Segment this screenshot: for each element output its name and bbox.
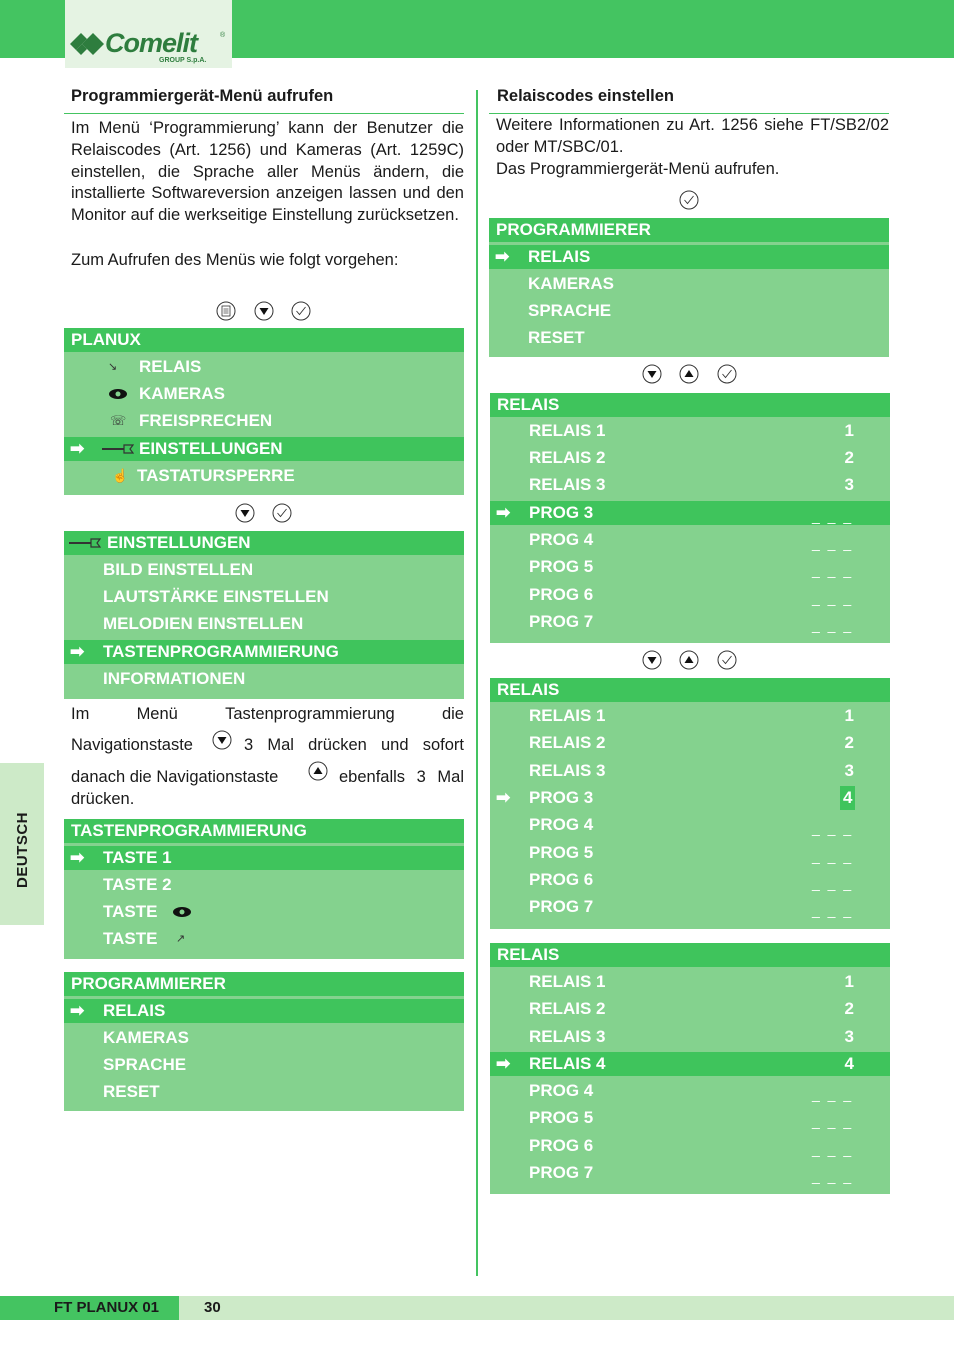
comelit-logo-icon xyxy=(70,33,104,55)
check-button-icon xyxy=(679,190,699,210)
menu-item-prog-6[interactable]: PROG 6 _ _ _ xyxy=(529,585,854,606)
language-label: DEUTSCH xyxy=(14,811,31,888)
selection-arrow-icon: ➡ xyxy=(496,1054,511,1073)
menu-item-prog-7[interactable]: PROG 7 _ _ _ xyxy=(529,897,854,918)
left-heading-rule xyxy=(64,113,464,114)
wrench-icon xyxy=(102,444,134,454)
mid-line-3b: ebenfalls 3 Mal xyxy=(339,768,464,786)
hand-pointer-icon: ☝ xyxy=(112,468,129,483)
menu-header: RELAIS xyxy=(490,943,890,967)
menu-item-relais-2[interactable]: RELAIS 2 2 xyxy=(529,448,854,467)
menu-item-prog-4[interactable]: PROG 4 _ _ _ xyxy=(529,815,854,836)
menu-item-relais-3[interactable]: RELAIS 3 3 xyxy=(529,475,854,494)
selection-arrow-icon: ➡ xyxy=(70,848,85,867)
selection-arrow-icon: ➡ xyxy=(496,788,511,807)
relais-menu-3 xyxy=(490,943,890,1194)
up-button-icon xyxy=(679,364,699,384)
left-intro2: Zum Aufrufen des Menüs wie folgt vorgehen: xyxy=(71,251,399,269)
menu-header: PROGRAMMIERER xyxy=(64,972,464,996)
menu-item-einstellungen[interactable]: ➡ EINSTELLUNGEN xyxy=(64,437,464,461)
selection-arrow-icon: ➡ xyxy=(70,642,85,661)
menu-item-kameras[interactable]: KAMERAS xyxy=(103,1028,189,1047)
wrench-icon xyxy=(69,538,101,548)
mid-line-4: drücken. xyxy=(71,790,135,808)
up-button-icon xyxy=(679,650,699,670)
menu-button-icon xyxy=(216,301,236,321)
down-button-icon xyxy=(642,650,662,670)
menu-item-reset[interactable]: RESET xyxy=(528,328,585,347)
brand-name: Comelit xyxy=(105,28,198,58)
programmierer-menu-right xyxy=(489,218,889,357)
programmierer-menu-left xyxy=(64,972,464,1111)
menu-item-relais-4[interactable]: ➡ RELAIS 4 4 xyxy=(490,1052,890,1076)
menu-item-prog-4[interactable]: PROG 4 _ _ _ xyxy=(529,530,854,551)
relay-icon: ↘ xyxy=(108,361,118,373)
right-intro: Weitere Informationen zu Art. 1256 siehe FT/SB2/02 oder MT/SBC/01. xyxy=(496,116,889,156)
selection-arrow-icon: ➡ xyxy=(70,1001,85,1020)
menu-item-relais-2[interactable]: RELAIS 2 2 xyxy=(529,733,854,752)
check-button-icon xyxy=(291,301,311,321)
planux-menu xyxy=(64,328,464,495)
camera-eye-icon xyxy=(172,906,192,918)
menu-item-relais[interactable]: ➡ RELAIS xyxy=(489,245,889,269)
menu-item-prog-5[interactable]: PROG 5 _ _ _ xyxy=(529,1108,854,1129)
left-intro: Im Menü ‘Programmierung’ kann der Benutzer die Relaiscodes (Art. 1256) und Kameras (Art. 1259C) einstellen, die Sprache aller Menüs ändern, die installierte Softwareversion anzeigen lassen und den Monitor auf die werkseitige Einstellung zurücksetzen. xyxy=(71,119,464,225)
camera-eye-icon xyxy=(108,388,128,400)
right-intro2: Das Programmiergerät-Menü aufrufen. xyxy=(496,160,780,178)
up-button-icon xyxy=(308,761,328,781)
mid-line-3a: danach die Navigationstaste xyxy=(71,768,279,786)
mid-line-2a: Navigationstaste xyxy=(71,736,193,754)
mid-line-2b: 3 Mal drücken und sofort xyxy=(244,736,464,754)
menu-item-relais-1[interactable]: RELAIS 1 1 xyxy=(529,972,854,991)
menu-item-taste-relay[interactable]: TASTE ↗ xyxy=(64,927,464,951)
menu-item-taste-camera[interactable]: TASTE xyxy=(64,900,464,924)
footer-doc-id: FT PLANUX 01 xyxy=(54,1299,160,1316)
menu-item-kameras[interactable]: KAMERAS xyxy=(528,274,614,293)
check-button-icon xyxy=(272,503,292,523)
menu-item-relais-1[interactable]: RELAIS 1 1 xyxy=(529,421,854,440)
menu-item-prog-5[interactable]: PROG 5 _ _ _ xyxy=(529,557,854,578)
menu-item-lautstaerke[interactable]: LAUTSTÄRKE EINSTELLEN xyxy=(103,587,329,606)
menu-item-prog-7[interactable]: PROG 7 _ _ _ xyxy=(529,612,854,633)
selection-arrow-icon: ➡ xyxy=(496,503,511,522)
left-heading: Programmiergerät-Menü aufrufen xyxy=(71,87,334,105)
menu-header: PLANUX xyxy=(64,328,464,352)
down-button-icon xyxy=(642,364,662,384)
menu-item-sprache[interactable]: SPRACHE xyxy=(103,1055,187,1074)
menu-item-kameras[interactable]: KAMERAS xyxy=(64,382,464,406)
menu-item-prog-5[interactable]: PROG 5 _ _ _ xyxy=(529,843,854,864)
footer-page-number: 30 xyxy=(204,1299,221,1316)
menu-item-bild[interactable]: BILD EINSTELLEN xyxy=(103,560,254,579)
relais-menu-1 xyxy=(490,393,890,643)
relay-icon: ↗ xyxy=(176,933,186,945)
check-button-icon xyxy=(717,364,737,384)
handsfree-icon: ☏ xyxy=(110,413,127,428)
down-button-icon xyxy=(254,301,274,321)
menu-header: EINSTELLUNGEN xyxy=(64,531,464,555)
check-button-icon xyxy=(717,650,737,670)
menu-item-reset[interactable]: RESET xyxy=(103,1082,160,1101)
menu-item-taste-1[interactable]: ➡ TASTE 1 xyxy=(64,846,464,870)
selection-arrow-icon: ➡ xyxy=(70,439,85,458)
right-heading-rule xyxy=(489,113,889,114)
menu-item-prog-6[interactable]: PROG 6 _ _ _ xyxy=(529,870,854,891)
menu-item-prog-6[interactable]: PROG 6 _ _ _ xyxy=(529,1136,854,1157)
menu-item-informationen[interactable]: INFORMATIONEN xyxy=(103,669,246,688)
brand-sub: GROUP S.p.A. xyxy=(159,57,207,64)
menu-header: RELAIS xyxy=(490,678,890,702)
prog-value-edit[interactable]: 4 xyxy=(840,786,855,810)
mid-paragraph: Im Menü Tastenprogrammierung die xyxy=(71,705,464,723)
menu-item-relais[interactable]: ↘ RELAIS xyxy=(64,355,464,379)
down-button-icon xyxy=(212,730,232,750)
menu-item-tastenprogrammierung[interactable]: ➡ TASTENPROGRAMMIERUNG xyxy=(64,640,464,664)
registered-mark: ® xyxy=(220,32,226,39)
right-heading: Relaiscodes einstellen xyxy=(497,87,674,105)
menu-item-prog-3[interactable]: ➡ PROG 3 4 xyxy=(490,786,890,810)
tastenprogrammierung-menu xyxy=(64,819,464,959)
relais-menu-2 xyxy=(490,678,890,929)
down-button-icon xyxy=(235,503,255,523)
menu-item-prog-3[interactable]: ➡ PROG 3 _ _ _ xyxy=(490,501,890,525)
menu-item-prog-4[interactable]: PROG 4 _ _ _ xyxy=(529,1081,854,1102)
menu-item-prog-7[interactable]: PROG 7 _ _ _ xyxy=(529,1163,854,1184)
menu-item-relais-3[interactable]: RELAIS 3 3 xyxy=(529,1027,854,1046)
menu-item-melodien[interactable]: MELODIEN EINSTELLEN xyxy=(103,614,304,633)
menu-header: TASTENPROGRAMMIERUNG xyxy=(64,819,464,843)
menu-item-relais[interactable]: ➡ RELAIS xyxy=(64,999,464,1023)
menu-item-relais-1[interactable]: RELAIS 1 1 xyxy=(529,706,854,725)
selection-arrow-icon: ➡ xyxy=(495,247,510,266)
menu-item-tastatursperre[interactable]: ☝ TASTATURSPERRE xyxy=(64,464,464,488)
menu-item-taste-2[interactable]: TASTE 2 xyxy=(103,875,172,894)
column-divider xyxy=(476,90,478,1276)
menu-item-relais-2[interactable]: RELAIS 2 2 xyxy=(529,999,854,1018)
menu-header: PROGRAMMIERER xyxy=(489,218,889,242)
einstellungen-menu xyxy=(64,531,464,699)
menu-header: RELAIS xyxy=(490,393,890,417)
menu-item-sprache[interactable]: SPRACHE xyxy=(528,301,612,320)
menu-item-freisprechen[interactable]: ☏ FREISPRECHEN xyxy=(64,409,464,433)
menu-item-relais-3[interactable]: RELAIS 3 3 xyxy=(529,761,854,780)
